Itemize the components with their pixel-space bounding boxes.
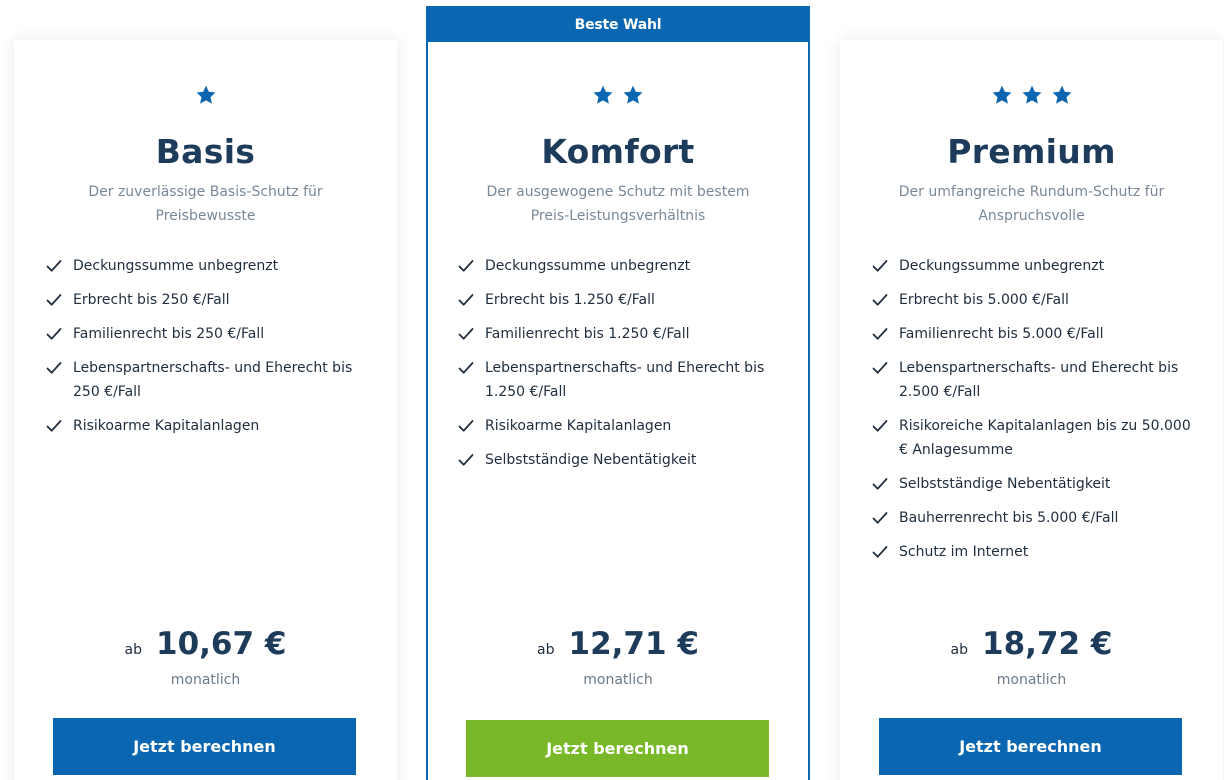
checkmark-icon (872, 472, 890, 496)
feature-text: Risikoreiche Kapitalanlagen bis zu 50.000 € Anlagesumme (899, 418, 1191, 458)
checkmark-icon (872, 356, 890, 380)
feature-text: Schutz im Internet (899, 544, 1029, 560)
checkmark-icon (46, 356, 64, 380)
feature-item (46, 414, 367, 438)
feature-item (872, 506, 1193, 530)
feature-item (46, 254, 367, 278)
plan-card-premium (840, 40, 1223, 780)
price-row (14, 626, 397, 662)
star-rating (840, 84, 1223, 106)
checkmark-icon (458, 414, 476, 438)
feature-text: Selbstständige Nebentätigkeit (899, 476, 1111, 492)
star-rating (14, 84, 397, 106)
feature-text: Deckungssumme unbegrenzt (73, 258, 279, 274)
feature-text: Lebenspartnerschafts- und Eherecht bis 1.250 €/Fall (485, 360, 765, 400)
checkmark-icon (46, 254, 64, 278)
calculate-button-komfort[interactable]: Jetzt berechnen (466, 720, 769, 777)
feature-item (458, 288, 780, 312)
feature-text: Lebenspartnerschafts- und Eherecht bis 250 €/Fall (73, 360, 353, 400)
price-value: 18,72 € (982, 626, 1113, 662)
star-icon (1021, 84, 1043, 106)
feature-text: Deckungssumme unbegrenzt (899, 258, 1105, 274)
checkmark-icon (458, 254, 476, 278)
best-choice-badge: Beste Wahl (428, 8, 808, 42)
plan-title: Komfort (541, 132, 695, 171)
plan-title: Basis (155, 132, 256, 171)
feature-item (458, 448, 780, 472)
checkmark-icon (872, 540, 890, 564)
feature-item (872, 472, 1193, 496)
price-value: 10,67 € (156, 626, 287, 662)
price-period: monatlich (996, 672, 1067, 688)
feature-item (458, 414, 780, 438)
feature-text: Familienrecht bis 1.250 €/Fall (485, 326, 690, 342)
feature-item (458, 356, 780, 404)
feature-text: Erbrecht bis 250 €/Fall (73, 292, 230, 308)
feature-list (458, 254, 780, 482)
checkmark-icon (458, 448, 476, 472)
feature-text: Lebenspartnerschafts- und Eherecht bis 2.500 €/Fall (899, 360, 1179, 400)
calculate-button-premium[interactable]: Jetzt berechnen (879, 718, 1182, 775)
star-icon (991, 84, 1013, 106)
feature-item (46, 356, 367, 404)
checkmark-icon (872, 506, 890, 530)
price-row (426, 626, 810, 662)
plan-card-basis (14, 40, 397, 780)
price-period: monatlich (170, 672, 241, 688)
checkmark-icon (458, 322, 476, 346)
plan-card-komfort (426, 6, 810, 780)
feature-item (872, 540, 1193, 564)
checkmark-icon (46, 288, 64, 312)
plan-description: Der umfangreiche Rundum-Schutz für Anspruchsvolle (898, 184, 1165, 224)
feature-text: Selbstständige Nebentätigkeit (485, 452, 697, 468)
star-icon (1051, 84, 1073, 106)
plan-description: Der zuverlässige Basis-Schutz für Preisbewusste (88, 184, 323, 224)
checkmark-icon (872, 254, 890, 278)
star-icon (195, 84, 217, 106)
feature-text: Bauherrenrecht bis 5.000 €/Fall (899, 510, 1119, 526)
plan-title: Premium (947, 132, 1116, 171)
feature-text: Deckungssumme unbegrenzt (485, 258, 691, 274)
checkmark-icon (458, 288, 476, 312)
feature-item (872, 356, 1193, 404)
feature-item (872, 322, 1193, 346)
feature-text: Risikoarme Kapitalanlagen (73, 418, 260, 434)
feature-text: Familienrecht bis 250 €/Fall (73, 326, 265, 342)
calculate-button-basis[interactable]: Jetzt berechnen (53, 718, 356, 775)
feature-item (46, 288, 367, 312)
star-icon (622, 84, 644, 106)
feature-text: Familienrecht bis 5.000 €/Fall (899, 326, 1104, 342)
feature-text: Risikoarme Kapitalanlagen (485, 418, 672, 434)
price-value: 12,71 € (568, 626, 699, 662)
feature-text: Erbrecht bis 1.250 €/Fall (485, 292, 655, 308)
feature-item (872, 254, 1193, 278)
price-prefix: ab (124, 642, 143, 658)
price-prefix: ab (950, 642, 969, 658)
checkmark-icon (872, 288, 890, 312)
feature-item (872, 414, 1193, 462)
price-row (840, 626, 1223, 662)
checkmark-icon (46, 414, 64, 438)
plan-description: Der ausgewogene Schutz mit bestem Preis-Leistungsverhältnis (486, 184, 750, 224)
feature-item (872, 288, 1193, 312)
checkmark-icon (46, 322, 64, 346)
price-prefix: ab (537, 642, 555, 658)
feature-item (458, 322, 780, 346)
checkmark-icon (872, 414, 890, 438)
checkmark-icon (872, 322, 890, 346)
feature-list (872, 254, 1193, 574)
checkmark-icon (458, 356, 476, 380)
feature-item (46, 322, 367, 346)
feature-list (46, 254, 367, 448)
star-rating (426, 84, 810, 106)
star-icon (592, 84, 614, 106)
price-period: monatlich (583, 672, 653, 688)
feature-item (458, 254, 780, 278)
feature-text: Erbrecht bis 5.000 €/Fall (899, 292, 1069, 308)
